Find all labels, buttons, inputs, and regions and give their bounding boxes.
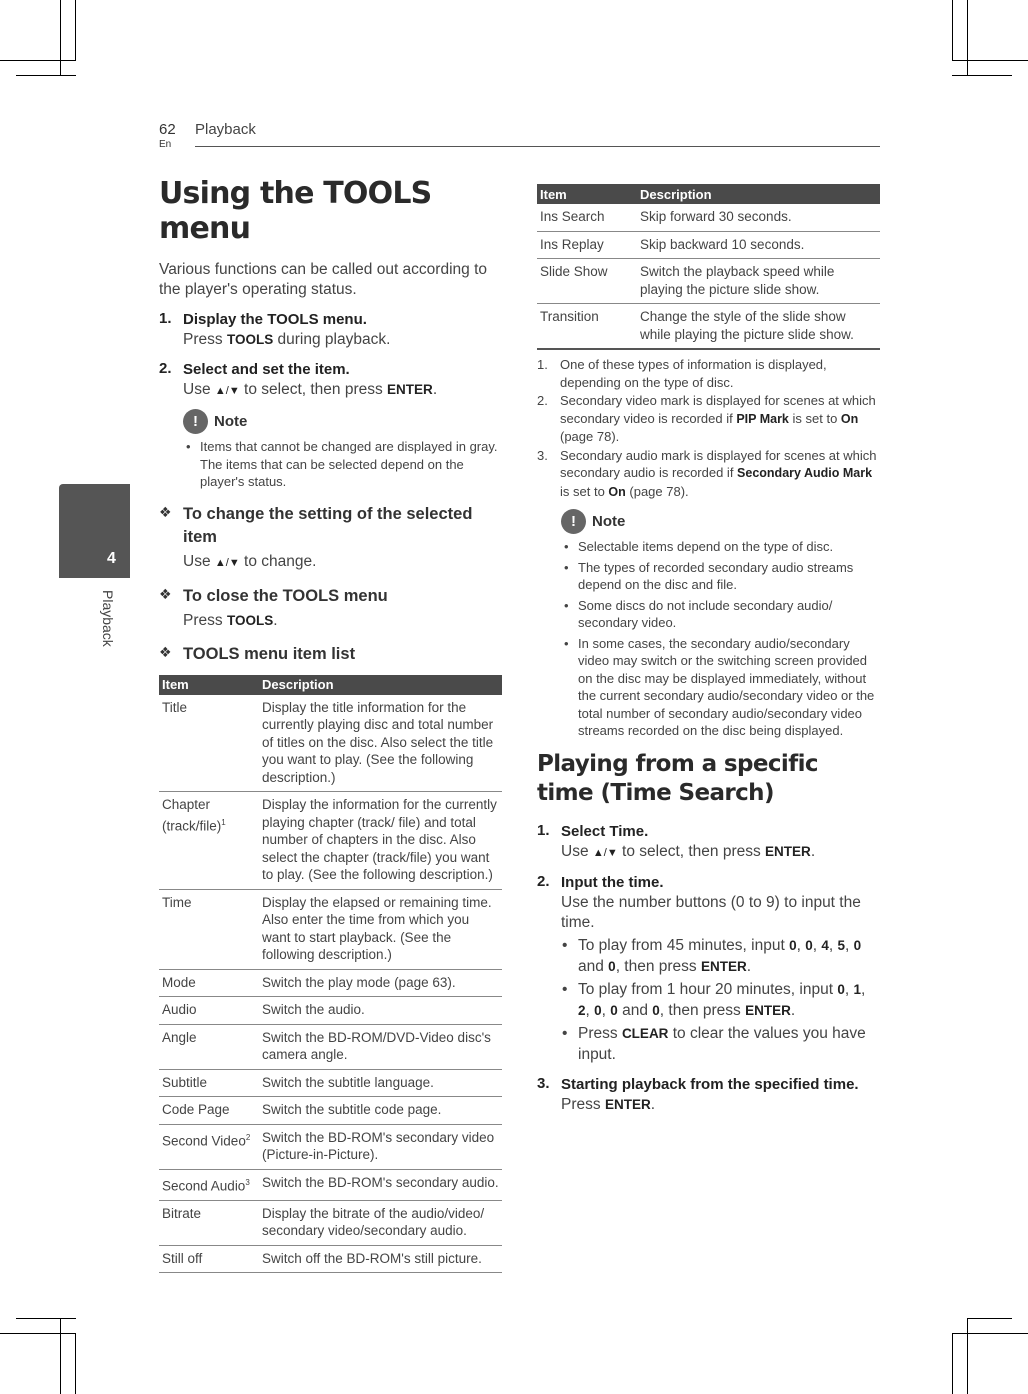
- item-cell: Second Audio$^3$: [159, 1169, 259, 1200]
- column-header: Item: [537, 184, 637, 204]
- table-row: [159, 695, 502, 792]
- key-label: TOOLS: [226, 332, 274, 347]
- table-row: [159, 1169, 502, 1200]
- step-body: Use ▲/▼ to select, then press ENTER.: [183, 380, 503, 401]
- desc-cell: Switch off the BD-ROM's still picture.: [259, 1245, 502, 1273]
- step-number: 1.: [159, 310, 172, 327]
- up-down-arrow-icon: ▲/▼: [592, 846, 618, 859]
- step-2: [159, 360, 503, 401]
- step-title: Select Time.: [561, 822, 649, 840]
- step-number: 3.: [537, 1074, 550, 1092]
- step-title: Starting playback from the specified time.: [561, 1075, 859, 1093]
- tools-menu-table-continued: [537, 184, 880, 350]
- crop-mark: [60, 0, 61, 76]
- item-cell: Subtitle: [159, 1069, 259, 1097]
- crop-mark: [967, 0, 968, 76]
- chapter-number: 4: [107, 550, 116, 567]
- desc-cell: Switch the subtitle language.: [259, 1069, 502, 1097]
- step-2: [537, 873, 880, 1065]
- step-title: Input the time.: [561, 873, 664, 891]
- note-item: • The types of recorded secondary audio streams depend on the disc and file.: [561, 559, 880, 594]
- table-row: [159, 1024, 502, 1069]
- item-cell: Title: [159, 695, 259, 792]
- change-setting-section: [159, 503, 503, 573]
- table-row: [159, 1097, 502, 1125]
- alert-icon: !: [183, 409, 208, 434]
- section-heading: Playing from a specific time (Time Search): [537, 750, 818, 806]
- table-row: [537, 259, 880, 304]
- desc-cell: Skip forward 30 seconds.: [637, 204, 880, 231]
- step-body: Press ENTER.: [561, 1095, 656, 1113]
- crop-mark: [952, 60, 1028, 61]
- example-item: • Press CLEAR to clear the values you have input.: [561, 1023, 880, 1065]
- step-number: 2.: [537, 872, 550, 890]
- desc-cell: Switch the subtitle code page.: [259, 1097, 502, 1125]
- table-row: [159, 969, 502, 997]
- crop-mark: [967, 1318, 968, 1394]
- step-title: Display the TOOLS menu.: [183, 311, 367, 328]
- subsection-title: TOOLS menu item list: [183, 644, 356, 663]
- key-label: TOOLS: [226, 612, 274, 628]
- header-divider: [195, 146, 880, 147]
- table-row: [537, 231, 880, 259]
- diamond-bullet-icon: ❖: [159, 585, 172, 602]
- step-1: [537, 822, 880, 863]
- item-cell: Ins Replay: [537, 231, 637, 259]
- desc-cell: Display the elapsed or remaining time. Also enter the time from which you want to start playback. (See the following description.): [259, 889, 502, 969]
- example-item: • To play from 45 minutes, input 0, 0, 4, 5, 0 and 0, then press ENTER.: [561, 935, 880, 977]
- column-header: Item: [159, 675, 259, 695]
- item-cell: Bitrate: [159, 1200, 259, 1245]
- close-menu-section: [159, 585, 503, 631]
- desc-cell: Display the title information for the currently playing disc and total number of titles on the disc. Also select the title you want to play. (See the following description.): [259, 695, 502, 792]
- note-item: • In some cases, the secondary audio/secondary video may switch or the switching screen provided on the disc may be displayed immediately, without the current secondary audio/secondary video or the total number of secondary audio/secondary video streams recorded on the disc being displayed.: [561, 635, 880, 740]
- item-cell: Code Page: [159, 1097, 259, 1125]
- example-item: • To play from 1 hour 20 minutes, input 0, 1, 2, 0, 0 and 0, then press ENTER.: [561, 979, 880, 1021]
- footnotes: [537, 356, 880, 501]
- column-header: Description: [637, 184, 880, 204]
- step-body: Use the number buttons (0 to 9) to input the time.: [561, 893, 861, 931]
- page-title: Using the TOOLS menu: [159, 176, 432, 246]
- desc-cell: Switch the audio.: [259, 997, 502, 1025]
- footnote: 1. One of these types of information is displayed, depending on the type of disc.: [537, 357, 827, 390]
- note-item: • Items that cannot be changed are displayed in gray. The items that can be selected depend on the player's status.: [183, 438, 503, 491]
- right-column: [537, 184, 880, 1115]
- crop-mark: [0, 60, 76, 61]
- note-item: • Some discs do not include secondary audio/ secondary video.: [561, 597, 880, 632]
- crop-mark: [952, 1333, 1028, 1334]
- table-header-row: [537, 184, 880, 204]
- alert-icon: !: [561, 509, 586, 534]
- desc-cell: Switch the BD-ROM/DVD-Video disc's camera angle.: [259, 1024, 502, 1069]
- diamond-bullet-icon: ❖: [159, 643, 172, 660]
- chapter-label: Playback: [100, 590, 116, 647]
- crop-mark: [967, 1318, 1012, 1319]
- item-cell: Mode: [159, 969, 259, 997]
- crop-mark: [16, 1318, 76, 1319]
- table-header-row: [159, 675, 502, 695]
- crop-mark: [952, 1334, 953, 1394]
- note-title: Note: [214, 413, 248, 430]
- key-label: ENTER: [604, 1096, 651, 1112]
- note-header: [183, 409, 503, 434]
- crop-mark: [60, 1318, 61, 1394]
- crop-mark: [16, 75, 76, 76]
- table-row: [159, 1124, 502, 1169]
- table-row: [159, 1069, 502, 1097]
- footnote: 3. Secondary audio mark is displayed for scenes at which secondary audio is recorded if Secondary Audio Mark is set to On (page 78).: [537, 447, 877, 499]
- desc-cell: Switch the BD-ROM's secondary audio.: [259, 1169, 502, 1200]
- table-row: [159, 997, 502, 1025]
- desc-cell: Change the style of the slide show while playing the picture slide show.: [637, 304, 880, 350]
- diamond-bullet-icon: ❖: [159, 503, 172, 520]
- table-row: [159, 1245, 502, 1273]
- footnote: 2. Secondary video mark is displayed for scenes at which secondary video is recorded if PIP Mark is set to On (page 78).: [537, 393, 876, 444]
- crop-mark: [75, 0, 76, 60]
- desc-cell: Switch the playback speed while playing the picture slide show.: [637, 259, 880, 304]
- tools-menu-table: [159, 675, 502, 1274]
- item-cell: Angle: [159, 1024, 259, 1069]
- desc-cell: Display the bitrate of the audio/video/ secondary video/secondary audio.: [259, 1200, 502, 1245]
- desc-cell: Skip backward 10 seconds.: [637, 231, 880, 259]
- item-cell: Ins Search: [537, 204, 637, 231]
- note-header: [561, 509, 880, 534]
- table-row: [159, 889, 502, 969]
- step-3: [537, 1075, 880, 1115]
- step-body: Press TOOLS during playback.: [183, 331, 391, 348]
- key-label: ENTER: [765, 843, 811, 859]
- subsection-body: Press TOOLS.: [183, 611, 278, 629]
- crop-mark: [0, 1333, 76, 1334]
- desc-cell: Switch the play mode (page 63).: [259, 969, 502, 997]
- left-column: [159, 176, 503, 1273]
- subsection-body: Use ▲/▼ to change.: [183, 552, 503, 573]
- item-cell: Slide Show: [537, 259, 637, 304]
- item-cell: Still off: [159, 1245, 259, 1273]
- item-cell: Second Video$^2$: [159, 1124, 259, 1169]
- step-1: [159, 310, 503, 350]
- desc-cell: Display the information for the currently playing chapter (track/ file) and total number of chapters in the disc. Also select the chapter (track/file) you want to play. (See the following description.): [259, 792, 502, 890]
- page-language: En: [159, 139, 172, 150]
- subsection-title: To close the TOOLS menu: [183, 586, 388, 605]
- crop-mark: [952, 0, 953, 60]
- table-row: [159, 1200, 502, 1245]
- item-cell: Audio: [159, 997, 259, 1025]
- step-title: Select and set the item.: [183, 361, 350, 378]
- step-body: Use ▲/▼ to select, then press ENTER.: [561, 842, 880, 863]
- subsection-title: To change the setting of the selected item: [183, 504, 473, 546]
- step-number: 2.: [159, 360, 172, 377]
- item-cell: Time: [159, 889, 259, 969]
- item-cell: Transition: [537, 304, 637, 350]
- crop-mark: [75, 1334, 76, 1394]
- key-label: ENTER: [387, 382, 433, 397]
- up-down-arrow-icon: ▲/▼: [214, 556, 240, 569]
- section-title: Playback: [195, 121, 256, 138]
- column-header: Description: [259, 675, 502, 695]
- step-number: 1.: [537, 821, 550, 839]
- table-row: [537, 304, 880, 350]
- intro-text: Various functions can be called out according to the player's operating status.: [159, 261, 487, 298]
- page-number: 62: [159, 121, 176, 138]
- note-title: Note: [592, 513, 626, 530]
- item-cell: Chapter (track/file)$^1$: [159, 792, 259, 890]
- chapter-tab: [59, 484, 130, 578]
- crop-mark: [952, 75, 1012, 76]
- up-down-arrow-icon: ▲/▼: [214, 385, 240, 397]
- note-item: • Selectable items depend on the type of disc.: [561, 538, 880, 556]
- table-row: [537, 204, 880, 231]
- table-row: [159, 792, 502, 890]
- desc-cell: Switch the BD-ROM's secondary video (Picture-in-Picture).: [259, 1124, 502, 1169]
- item-list-section: [159, 643, 503, 666]
